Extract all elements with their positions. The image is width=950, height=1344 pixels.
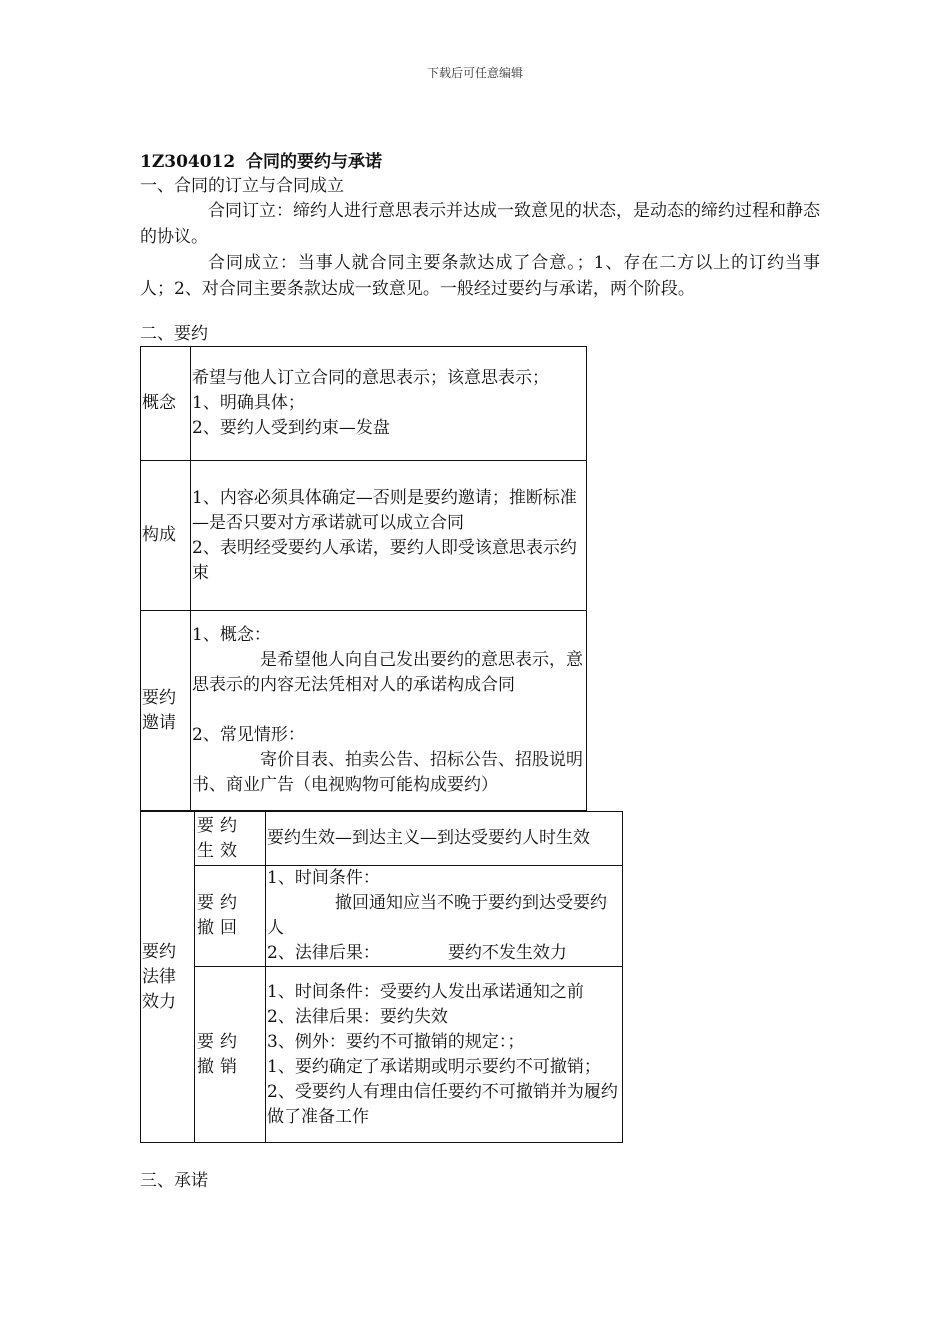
row-label-composition: 构成 [141,461,191,611]
cell-line: 1、时间条件： [267,868,380,888]
cell-line: 1、时间条件：受要约人发出承诺通知之前 [267,981,584,1002]
doc-title [140,150,820,174]
effect-row-label-text: 要约生效 [197,815,243,861]
offer-table [140,346,587,811]
effect-row-content [266,866,623,967]
cell-line: 2、法律后果：要约失效 [267,1006,448,1027]
effect-row-content [266,812,623,866]
row-label-invitation: 要约邀请 [141,611,191,811]
section-2-title: 二、要约 [140,324,208,344]
effect-label [141,812,195,1143]
cell-line: 希望与他人订立合同的意思表示；该意思表示； [192,368,549,388]
table-row [141,347,587,461]
document-body [140,150,820,1193]
effect-row-label [195,866,266,967]
page-header-note: 下载后可任意编辑 [426,66,523,80]
cell-line: 撤回通知应当不晚于要约到达受要约人 [267,893,607,938]
table-row [141,812,623,866]
cell-line: 2、要约人受到约束—发盘 [192,418,390,438]
cell-line: 1、内容必须具体确定—否则是要约邀请；推断标准—是否只要对方承诺就可以成立合同 [192,487,577,533]
cell-line-blank [192,698,586,723]
table-row [141,461,587,611]
row-content-composition [191,461,587,611]
cell-line: 要约不发生效力 [447,943,567,963]
cell-line: 2、常见情形： [192,725,305,745]
cell-line: 1、明确具体； [192,393,305,413]
effect-row-label-text: 要约撤销 [197,1031,243,1077]
cell-line: 2、表明经受要约人承诺，要约人即受该意思表示约束 [192,537,577,583]
cell-line: 2、法律后果： [267,943,380,963]
section-1-para-1: 合同订立：缔约人进行意思表示并达成一致意见的状态，是动态的缔约过程和静态的协议。 [140,201,820,247]
cell-line: 寄价目表、拍卖公告、招标公告、招股说明书、商业广告（电视购物可能构成要约） [192,750,583,795]
effect-row-label [195,967,266,1143]
cell-line: 1、要约确定了承诺期或明示要约不可撤销； [267,1056,601,1077]
cell-line: 3、例外：要约不可撤销的规定：； [267,1031,525,1052]
cell-line: 2、受要约人有理由信任要约不可撤销并为履约做了准备工作 [267,1081,618,1127]
section-1-para-2: 合同成立：当事人就合同主要条款达成了合意。；1、存在二方以上的订约当事人；2、对合同主要条款达成一致意见。一般经过要约与承诺，两个阶段。 [140,253,820,299]
table-row [141,967,623,1143]
doc-code: 1Z304012 [140,152,236,172]
cell-line: 是希望他人向自己发出要约的意思表示，意思表示的内容无法凭相对人的承诺构成合同 [192,650,583,695]
section-1-title: 一、合同的订立与合同成立 [140,176,344,196]
row-content-invitation [191,611,587,811]
effect-label-text: 要约法律效力 [142,941,176,1012]
section-3-title: 三、承诺 [140,1171,208,1191]
effect-row-label [195,812,266,866]
cell-line: 要约生效—到达主义—到达受要约人时生效 [267,828,590,848]
table-row [141,866,623,967]
cell-line-pair [267,941,622,966]
row-content-concept [191,347,587,461]
cell-line: 1、概念： [192,625,271,645]
offer-effect-table [140,811,623,1143]
table-row [141,611,587,811]
row-label-concept: 概念 [141,347,191,461]
effect-row-content [266,967,623,1143]
doc-title-text: 合同的要约与承诺 [246,152,382,172]
effect-row-label-text: 要约撤回 [197,893,243,938]
